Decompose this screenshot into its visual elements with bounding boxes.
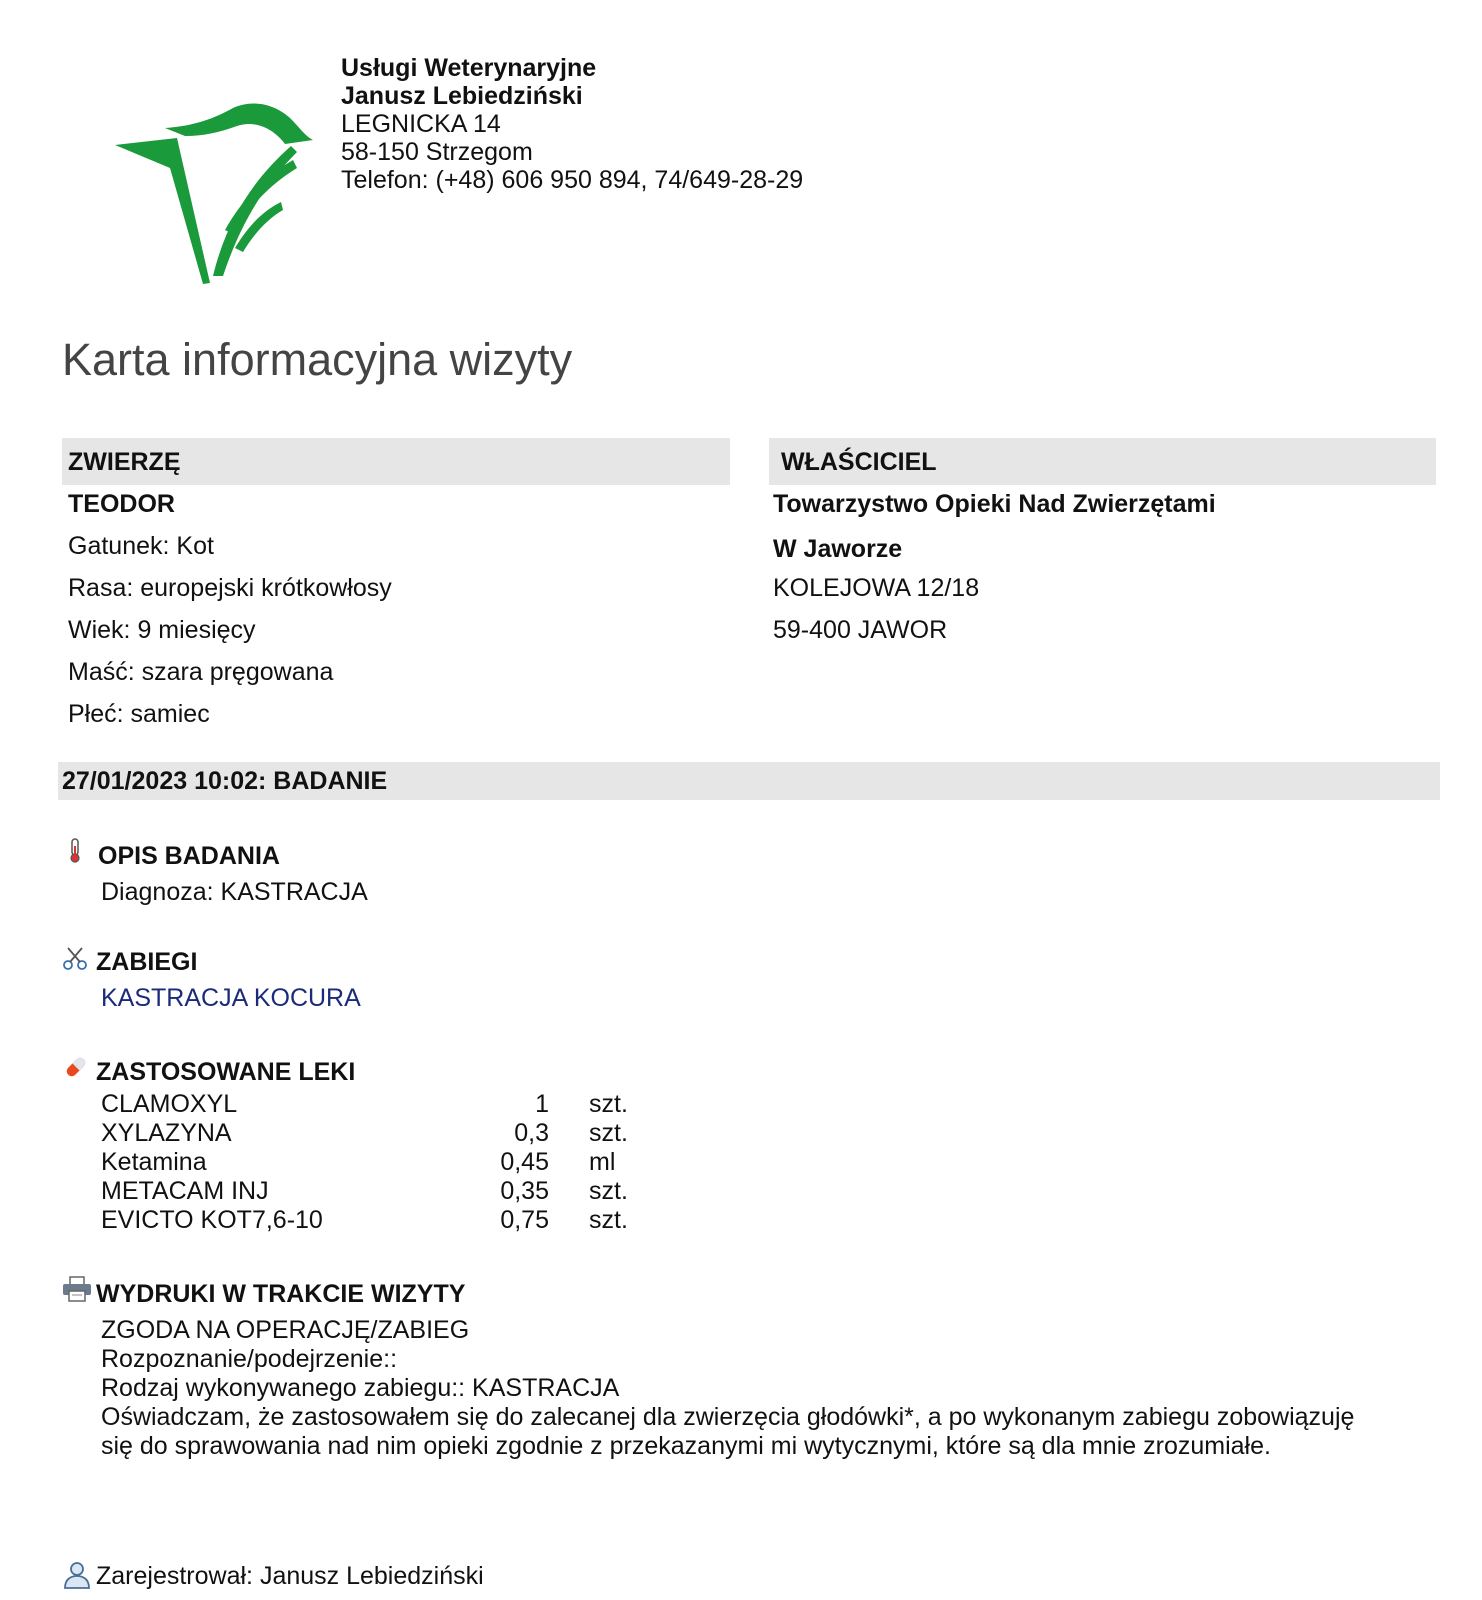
drugs-title: ZASTOSOWANE LEKI bbox=[96, 1058, 356, 1086]
visit-header: 27/01/2023 10:02: BADANIE bbox=[58, 762, 1440, 800]
owner-street: KOLEJOWA 12/18 bbox=[773, 574, 980, 602]
drug-row bbox=[101, 1148, 628, 1177]
printouts-content bbox=[101, 1316, 1431, 1461]
drug-qty: 0,35 bbox=[500, 1177, 549, 1205]
animal-age: Wiek: 9 miesięcy bbox=[68, 616, 256, 644]
printer-icon bbox=[62, 1276, 92, 1302]
animal-section-header: ZWIERZĘ bbox=[62, 438, 730, 485]
registered-by: Zarejestrował: Janusz Lebiedziński bbox=[96, 1562, 484, 1590]
animal-sex: Płeć: samiec bbox=[68, 700, 210, 728]
owner-name-line1: Towarzystwo Opieki Nad Zwierzętami bbox=[773, 490, 1216, 518]
scissors-icon bbox=[62, 946, 90, 970]
animal-breed: Rasa: europejski krótkowłosy bbox=[68, 574, 392, 602]
drug-unit: szt. bbox=[589, 1177, 628, 1205]
clinic-name-line2: Janusz Lebiedziński bbox=[341, 82, 583, 110]
exam-diagnosis: Diagnoza: KASTRACJA bbox=[101, 878, 368, 906]
owner-name-line2: W Jaworze bbox=[773, 535, 903, 563]
clinic-phone: Telefon: (+48) 606 950 894, 74/649-28-29 bbox=[341, 166, 804, 194]
drug-qty: 1 bbox=[535, 1090, 549, 1118]
drug-row bbox=[101, 1119, 628, 1148]
drug-row bbox=[101, 1090, 628, 1119]
drug-unit: ml bbox=[589, 1148, 616, 1176]
clinic-name-line1: Usługi Weterynaryjne bbox=[341, 54, 597, 82]
procedures-title: ZABIEGI bbox=[96, 948, 198, 976]
procedure-item[interactable]: KASTRACJA KOCURA bbox=[101, 984, 361, 1012]
drug-name: METACAM INJ bbox=[101, 1177, 269, 1205]
page-title: Karta informacyjna wizyty bbox=[62, 334, 573, 385]
thermometer-icon bbox=[68, 838, 82, 864]
printout-line: Rodzaj wykonywanego zabiegu:: KASTRACJA bbox=[101, 1374, 620, 1402]
drug-name: XYLAZYNA bbox=[101, 1119, 232, 1147]
drug-unit: szt. bbox=[589, 1206, 628, 1234]
clinic-info bbox=[341, 54, 803, 194]
pill-icon bbox=[62, 1054, 90, 1080]
drug-qty: 0,45 bbox=[500, 1148, 549, 1176]
clinic-street: LEGNICKA 14 bbox=[341, 110, 501, 138]
drug-unit: szt. bbox=[589, 1119, 628, 1147]
drug-qty: 0,3 bbox=[514, 1119, 549, 1147]
animal-species: Gatunek: Kot bbox=[68, 532, 214, 560]
owner-section-header: WŁAŚCICIEL bbox=[769, 438, 1436, 485]
printout-line: ZGODA NA OPERACJĘ/ZABIEG bbox=[101, 1316, 470, 1344]
printout-line: Rozpoznanie/podejrzenie:: bbox=[101, 1345, 398, 1373]
drug-name: Ketamina bbox=[101, 1148, 207, 1176]
owner-city: 59-400 JAWOR bbox=[773, 616, 948, 644]
user-icon bbox=[62, 1560, 92, 1590]
drug-qty: 0,75 bbox=[500, 1206, 549, 1234]
animal-color: Maść: szara pręgowana bbox=[68, 658, 334, 686]
animal-name: TEODOR bbox=[68, 490, 175, 518]
printout-line: Oświadczam, że zastosowałem się do zalecanej dla zwierzęcia głodówki*, a po wykonanym zabiegu zobowiązuję bbox=[101, 1403, 1355, 1431]
drug-unit: szt. bbox=[589, 1090, 628, 1118]
clinic-city: 58-150 Strzegom bbox=[341, 138, 533, 166]
drugs-table bbox=[101, 1090, 628, 1235]
printouts-title: WYDRUKI W TRAKCIE WIZYTY bbox=[96, 1280, 466, 1308]
drug-name: CLAMOXYL bbox=[101, 1090, 238, 1118]
vet-logo-icon bbox=[115, 98, 315, 288]
exam-title: OPIS BADANIA bbox=[98, 842, 280, 870]
drug-row bbox=[101, 1177, 628, 1206]
printout-line: się do sprawowania nad nim opieki zgodnie z przekazanymi mi wytycznymi, które są dla mnie zrozumiałe. bbox=[101, 1432, 1271, 1460]
drug-name: EVICTO KOT7,6-10 bbox=[101, 1206, 323, 1234]
drug-row bbox=[101, 1206, 628, 1235]
